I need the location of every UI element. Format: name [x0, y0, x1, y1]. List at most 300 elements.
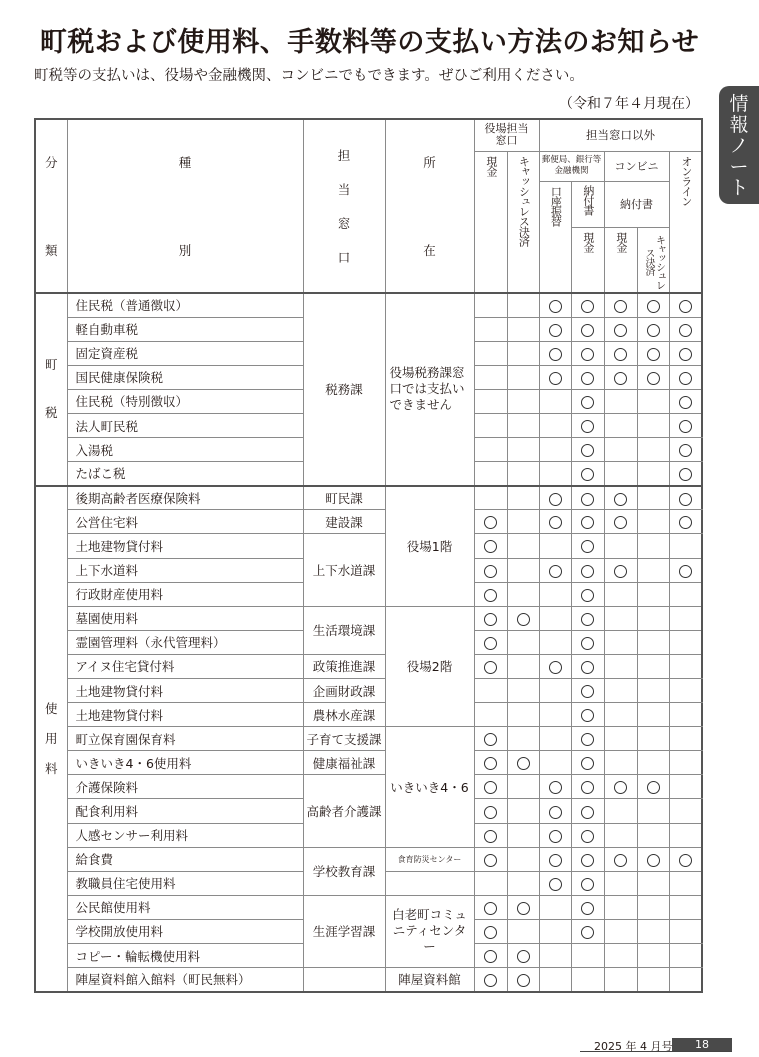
- mark-cell: [539, 317, 571, 341]
- tantou-madoguchi: 高齢者介護課: [303, 775, 385, 847]
- mark-cell: [669, 679, 702, 703]
- available-circle-icon: [679, 324, 692, 337]
- header-noufu1: 納付書: [581, 184, 595, 215]
- available-circle-icon: [517, 902, 530, 915]
- tantou-madoguchi: 企画財政課: [303, 679, 385, 703]
- available-circle-icon: [581, 420, 594, 433]
- mark-cell: [669, 919, 702, 943]
- mark-cell: [604, 413, 637, 437]
- available-circle-icon: [484, 974, 497, 987]
- available-circle-icon: [581, 324, 594, 337]
- mark-cell: [571, 317, 604, 341]
- available-circle-icon: [484, 902, 497, 915]
- mark-cell: [474, 438, 507, 462]
- item-name: 公民館使用料: [67, 895, 303, 919]
- mark-cell: [669, 317, 702, 341]
- item-name: 土地建物貸付料: [67, 679, 303, 703]
- table-row: [35, 895, 702, 919]
- available-circle-icon: [581, 613, 594, 626]
- mark-cell: [571, 534, 604, 558]
- mark-cell: [604, 606, 637, 630]
- mark-cell: [637, 510, 669, 534]
- mark-cell: [474, 341, 507, 365]
- mark-cell: [571, 630, 604, 654]
- category-shiyouryou-label: 使用料: [44, 700, 58, 776]
- mark-cell: [571, 486, 604, 510]
- available-circle-icon: [679, 348, 692, 361]
- mark-cell: [571, 341, 604, 365]
- mark-cell: [604, 438, 637, 462]
- mark-cell: [637, 486, 669, 510]
- header-other-group: 担当窓口以外: [539, 119, 702, 151]
- available-circle-icon: [614, 348, 627, 361]
- item-name: 固定資産税: [67, 341, 303, 365]
- item-name: 公営住宅料: [67, 510, 303, 534]
- available-circle-icon: [647, 324, 660, 337]
- footer-rule: [580, 1051, 732, 1052]
- payment-table: [34, 118, 703, 993]
- mark-cell: [507, 582, 539, 606]
- available-circle-icon: [679, 854, 692, 867]
- mark-cell: [474, 630, 507, 654]
- mark-cell: [637, 944, 669, 968]
- mark-cell: [571, 389, 604, 413]
- available-circle-icon: [484, 854, 497, 867]
- shozai: [385, 968, 474, 992]
- available-circle-icon: [614, 516, 627, 529]
- mark-cell: [604, 679, 637, 703]
- mark-cell: [637, 679, 669, 703]
- item-name: いきいき4・6使用料: [67, 751, 303, 775]
- page-title: 町税および使用料、手数料等の支払い方法のお知らせ: [39, 27, 700, 58]
- available-circle-icon: [517, 613, 530, 626]
- mark-cell: [539, 727, 571, 751]
- mark-cell: [474, 558, 507, 582]
- mark-cell: [669, 847, 702, 871]
- mark-cell: [604, 727, 637, 751]
- available-circle-icon: [549, 324, 562, 337]
- mark-cell: [669, 365, 702, 389]
- header-shozai-1: 所: [423, 155, 436, 170]
- mark-cell: [539, 823, 571, 847]
- header-cash3-cell: [604, 227, 637, 293]
- item-name: 給食費: [67, 847, 303, 871]
- mark-cell: [507, 654, 539, 678]
- available-circle-icon: [581, 516, 594, 529]
- header-bank-group-cell: [539, 151, 604, 181]
- mark-cell: [637, 871, 669, 895]
- mark-cell: [539, 751, 571, 775]
- mark-cell: [669, 968, 702, 992]
- available-circle-icon: [581, 757, 594, 770]
- header-cashless2: キャッシュレス決済: [643, 234, 665, 289]
- mark-cell: [637, 365, 669, 389]
- mark-cell: [507, 462, 539, 486]
- tantou-madoguchi: 生活環境課: [303, 606, 385, 654]
- mark-cell: [474, 413, 507, 437]
- mark-cell: [507, 413, 539, 437]
- shozai: [385, 727, 474, 847]
- item-name: 土地建物貸付料: [67, 703, 303, 727]
- mark-cell: [604, 582, 637, 606]
- available-circle-icon: [679, 565, 692, 578]
- available-circle-icon: [581, 396, 594, 409]
- shozai-text: 白老町コミュニティセンター: [392, 907, 467, 955]
- mark-cell: [507, 727, 539, 751]
- mark-cell: [571, 799, 604, 823]
- mark-cell: [507, 679, 539, 703]
- mark-cell: [669, 462, 702, 486]
- item-name: 土地建物貸付料: [67, 534, 303, 558]
- mark-cell: [507, 486, 539, 510]
- footer: [580, 1038, 732, 1052]
- available-circle-icon: [581, 733, 594, 746]
- mark-cell: [669, 871, 702, 895]
- table-row: [35, 968, 702, 992]
- available-circle-icon: [549, 565, 562, 578]
- mark-cell: [507, 919, 539, 943]
- item-name: 後期高齢者医療保険料: [67, 486, 303, 510]
- available-circle-icon: [517, 757, 530, 770]
- available-circle-icon: [484, 830, 497, 843]
- mark-cell: [669, 654, 702, 678]
- header-online-cell: [669, 151, 702, 293]
- available-circle-icon: [484, 950, 497, 963]
- available-circle-icon: [679, 516, 692, 529]
- available-circle-icon: [581, 781, 594, 794]
- item-name: アイヌ住宅貸付料: [67, 654, 303, 678]
- available-circle-icon: [647, 300, 660, 313]
- available-circle-icon: [679, 396, 692, 409]
- mark-cell: [539, 895, 571, 919]
- available-circle-icon: [679, 444, 692, 457]
- mark-cell: [604, 462, 637, 486]
- tantou-madoguchi: 健康福祉課: [303, 751, 385, 775]
- header-kouza-cell: [539, 181, 571, 293]
- page-number: 18: [672, 1038, 732, 1051]
- available-circle-icon: [484, 516, 497, 529]
- mark-cell: [637, 895, 669, 919]
- mark-cell: [507, 630, 539, 654]
- mark-cell: [539, 919, 571, 943]
- mark-cell: [604, 919, 637, 943]
- mark-cell: [474, 775, 507, 799]
- available-circle-icon: [679, 420, 692, 433]
- available-circle-icon: [581, 854, 594, 867]
- header-online: オンライン: [679, 155, 693, 206]
- tantou-madoguchi: 町民課: [303, 486, 385, 510]
- mark-cell: [669, 341, 702, 365]
- available-circle-icon: [647, 372, 660, 385]
- mark-cell: [474, 799, 507, 823]
- mark-cell: [669, 799, 702, 823]
- intro-text: 町税等の支払いは、役場や金融機関、コンビニでもできます。ぜひご利用ください。: [34, 68, 584, 84]
- mark-cell: [637, 751, 669, 775]
- mark-cell: [669, 558, 702, 582]
- table-row: [35, 703, 702, 727]
- mark-cell: [637, 703, 669, 727]
- mark-cell: [604, 534, 637, 558]
- available-circle-icon: [614, 781, 627, 794]
- mark-cell: [604, 486, 637, 510]
- mark-cell: [474, 895, 507, 919]
- header-yakuba-cash: 現金: [484, 155, 498, 176]
- mark-cell: [604, 630, 637, 654]
- mark-cell: [507, 534, 539, 558]
- available-circle-icon: [581, 444, 594, 457]
- available-circle-icon: [581, 348, 594, 361]
- mark-cell: [637, 438, 669, 462]
- tantou-madoguchi: 学校教育課: [303, 847, 385, 895]
- mark-cell: [669, 293, 702, 317]
- item-name: 軽自動車税: [67, 317, 303, 341]
- mark-cell: [539, 654, 571, 678]
- mark-cell: [507, 847, 539, 871]
- mark-cell: [539, 438, 571, 462]
- header-yakuba-cash-cell: [474, 151, 507, 293]
- mark-cell: [539, 462, 571, 486]
- table-body: [35, 293, 702, 992]
- mark-cell: [507, 968, 539, 992]
- shozai: [385, 895, 474, 967]
- available-circle-icon: [549, 830, 562, 843]
- available-circle-icon: [484, 540, 497, 553]
- mark-cell: [604, 341, 637, 365]
- available-circle-icon: [679, 300, 692, 313]
- header-bank-group: 郵便局、銀行等金融機関: [541, 155, 602, 176]
- item-name: 墓園使用料: [67, 606, 303, 630]
- available-circle-icon: [581, 372, 594, 385]
- mark-cell: [571, 679, 604, 703]
- category-shiyouryou: [35, 486, 67, 992]
- mark-cell: [507, 871, 539, 895]
- mark-cell: [571, 293, 604, 317]
- mark-cell: [571, 438, 604, 462]
- header-cash2: 現金: [581, 231, 595, 252]
- mark-cell: [474, 823, 507, 847]
- available-circle-icon: [484, 926, 497, 939]
- mark-cell: [474, 293, 507, 317]
- as-of-date: （令和７年４月現在）: [559, 96, 699, 112]
- mark-cell: [637, 341, 669, 365]
- available-circle-icon: [581, 637, 594, 650]
- available-circle-icon: [484, 733, 497, 746]
- available-circle-icon: [581, 540, 594, 553]
- mark-cell: [669, 703, 702, 727]
- mark-cell: [637, 630, 669, 654]
- available-circle-icon: [679, 372, 692, 385]
- available-circle-icon: [614, 324, 627, 337]
- available-circle-icon: [484, 565, 497, 578]
- mark-cell: [637, 606, 669, 630]
- header-bunrui: [35, 119, 67, 293]
- available-circle-icon: [581, 589, 594, 602]
- mark-cell: [507, 438, 539, 462]
- available-circle-icon: [614, 372, 627, 385]
- mark-cell: [507, 703, 539, 727]
- category-chouzei-label: 町税: [44, 357, 58, 421]
- available-circle-icon: [484, 757, 497, 770]
- header-shubetsu: [67, 119, 303, 293]
- mark-cell: [571, 727, 604, 751]
- available-circle-icon: [484, 781, 497, 794]
- table-row: [35, 727, 702, 751]
- header-cash2-cell: [571, 227, 604, 293]
- item-name: 介護保険料: [67, 775, 303, 799]
- available-circle-icon: [549, 661, 562, 674]
- header-konbini: コンビニ: [604, 151, 669, 181]
- mark-cell: [474, 582, 507, 606]
- mark-cell: [669, 895, 702, 919]
- mark-cell: [539, 606, 571, 630]
- available-circle-icon: [647, 781, 660, 794]
- mark-cell: [637, 654, 669, 678]
- header-kouza: 口座振替: [549, 185, 563, 226]
- header-yakuba-group-text: 役場担当窓口: [484, 122, 529, 148]
- mark-cell: [637, 389, 669, 413]
- available-circle-icon: [581, 926, 594, 939]
- mark-cell: [669, 775, 702, 799]
- header-shubetsu-2: 別: [178, 243, 192, 258]
- shozai-text: 食育防災センター: [397, 854, 462, 864]
- mark-cell: [604, 775, 637, 799]
- item-name: 国民健康保険税: [67, 365, 303, 389]
- mark-cell: [604, 703, 637, 727]
- mark-cell: [637, 727, 669, 751]
- item-name: 入湯税: [67, 438, 303, 462]
- mark-cell: [507, 606, 539, 630]
- tantou-madoguchi: 税務課: [303, 293, 385, 486]
- mark-cell: [669, 582, 702, 606]
- mark-cell: [571, 365, 604, 389]
- mark-cell: [474, 486, 507, 510]
- mark-cell: [474, 847, 507, 871]
- mark-cell: [474, 944, 507, 968]
- available-circle-icon: [581, 830, 594, 843]
- header-cash3: 現金: [614, 231, 628, 252]
- mark-cell: [669, 751, 702, 775]
- shozai-text: 陣屋資料館: [398, 972, 461, 988]
- mark-cell: [571, 703, 604, 727]
- mark-cell: [474, 365, 507, 389]
- mark-cell: [637, 413, 669, 437]
- available-circle-icon: [679, 468, 692, 481]
- available-circle-icon: [517, 950, 530, 963]
- available-circle-icon: [549, 854, 562, 867]
- mark-cell: [539, 389, 571, 413]
- header-tantou-1: 担: [337, 148, 351, 163]
- mark-cell: [571, 968, 604, 992]
- shozai: [385, 293, 474, 486]
- mark-cell: [604, 365, 637, 389]
- available-circle-icon: [484, 613, 497, 626]
- header-tantou-4: 口: [337, 250, 351, 265]
- available-circle-icon: [484, 589, 497, 602]
- available-circle-icon: [614, 854, 627, 867]
- header-yakuba-group: [474, 119, 539, 151]
- mark-cell: [507, 775, 539, 799]
- mark-cell: [669, 438, 702, 462]
- mark-cell: [571, 775, 604, 799]
- mark-cell: [539, 871, 571, 895]
- item-name: 行政財産使用料: [67, 582, 303, 606]
- header-yakuba-cashless: キャッシュレス決済: [517, 155, 531, 246]
- mark-cell: [637, 582, 669, 606]
- available-circle-icon: [679, 493, 692, 506]
- table-row: [35, 293, 702, 317]
- mark-cell: [604, 895, 637, 919]
- mark-cell: [539, 679, 571, 703]
- mark-cell: [507, 510, 539, 534]
- issue-label: 2025 年 4 月号: [594, 1040, 673, 1053]
- mark-cell: [474, 679, 507, 703]
- table-row: [35, 654, 702, 678]
- category-chouzei: [35, 293, 67, 486]
- header-shozai: [385, 119, 474, 293]
- available-circle-icon: [549, 372, 562, 385]
- mark-cell: [507, 365, 539, 389]
- mark-cell: [571, 751, 604, 775]
- mark-cell: [507, 823, 539, 847]
- mark-cell: [474, 317, 507, 341]
- mark-cell: [669, 389, 702, 413]
- available-circle-icon: [549, 781, 562, 794]
- available-circle-icon: [581, 685, 594, 698]
- available-circle-icon: [581, 493, 594, 506]
- available-circle-icon: [549, 348, 562, 361]
- mark-cell: [571, 582, 604, 606]
- mark-cell: [507, 944, 539, 968]
- mark-cell: [507, 293, 539, 317]
- mark-cell: [474, 606, 507, 630]
- mark-cell: [571, 871, 604, 895]
- mark-cell: [474, 534, 507, 558]
- header-yakuba-cashless-cell: [507, 151, 539, 293]
- mark-cell: [604, 751, 637, 775]
- available-circle-icon: [614, 300, 627, 313]
- available-circle-icon: [614, 493, 627, 506]
- mark-cell: [539, 341, 571, 365]
- mark-cell: [637, 968, 669, 992]
- mark-cell: [669, 823, 702, 847]
- mark-cell: [637, 775, 669, 799]
- available-circle-icon: [549, 878, 562, 891]
- tantou-madoguchi: 建設課: [303, 510, 385, 534]
- available-circle-icon: [549, 300, 562, 313]
- mark-cell: [474, 703, 507, 727]
- mark-cell: [474, 871, 507, 895]
- mark-cell: [604, 968, 637, 992]
- mark-cell: [637, 919, 669, 943]
- side-tab: [719, 86, 759, 204]
- mark-cell: [474, 968, 507, 992]
- tantou-madoguchi: 上下水道課: [303, 534, 385, 606]
- available-circle-icon: [581, 565, 594, 578]
- tantou-madoguchi: 子育て支援課: [303, 727, 385, 751]
- shozai-text: 役場1階: [406, 539, 453, 555]
- available-circle-icon: [581, 806, 594, 819]
- item-name: 陣屋資料館入館料（町民無料）: [67, 968, 303, 992]
- item-name: 霊園管理料（永代管理料）: [67, 630, 303, 654]
- mark-cell: [474, 751, 507, 775]
- mark-cell: [637, 799, 669, 823]
- mark-cell: [539, 413, 571, 437]
- available-circle-icon: [581, 661, 594, 674]
- mark-cell: [539, 293, 571, 317]
- mark-cell: [637, 558, 669, 582]
- header-shubetsu-1: 種: [178, 155, 192, 170]
- header-cashless2-cell: [637, 227, 669, 293]
